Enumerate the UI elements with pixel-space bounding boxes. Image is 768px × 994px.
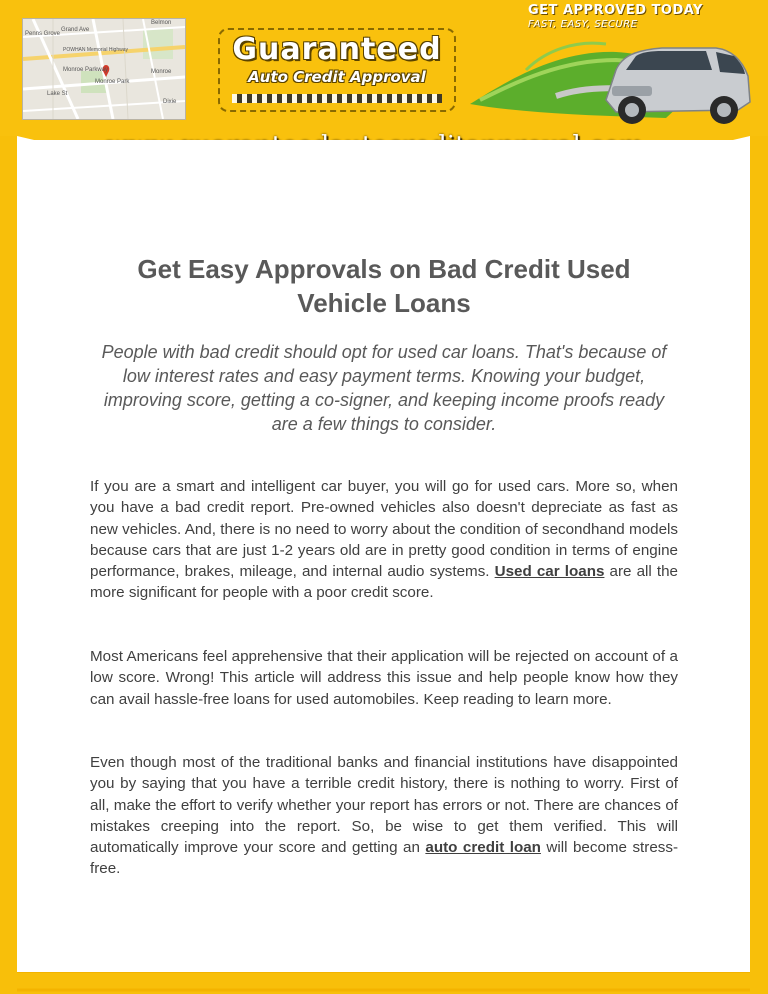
paragraph-text: will become stress-free. [90,839,679,878]
article-summary: People with bad credit should opt for used car loans. That's because of low interest rates and easy payment terms. Knowing your budget, improving score, getting a co-signer, and keeping income proofs ready are a few things to consider. [101,342,667,434]
logo-title: Guaranteed [232,32,442,67]
body-paragraph-3 [90,752,678,880]
map-thumbnail [22,18,186,120]
company-logo [218,28,456,112]
paragraph-text: are all the more significant for people with a poor credit score. [90,563,678,602]
article-title: Get Easy Approvals on Bad Credit Used Vehicle Loans [137,254,631,318]
used-car-loans-link[interactable]: Used car loans [494,563,605,581]
map-label: Penns Grove [25,31,61,37]
promo-subtitle: FAST, EASY, SECURE [528,19,638,30]
map-label: Monroe Park [95,79,130,85]
map-label: POWHAN Memorial Highway [63,47,129,53]
auto-credit-loan-link[interactable]: auto credit loan [425,839,541,857]
map-label: Monroe Parkway [63,67,109,73]
car-on-hill-icon [466,30,756,130]
promo-title: GET APPROVED TODAY [528,3,703,18]
map-label: Belmon [151,20,172,26]
paragraph-text: If you are a smart and intelligent car buyer, you will go for used cars. More so, when you have a bad credit report. Pre-owned vehicles also doesn't depreciate as fast as new vehicles. And, there is no need to worry about the condition of secondhand models because cars that are just 1-2 years old are in pretty good condition in terms of engine performance, brakes, mileage, and internal audio systems. [90,478,678,581]
body-paragraph-2: Most Americans feel apprehensive that their application will be rejected on account of a low score. Wrong! This article will address this issue and help people know how they can avail hassle-free loans for used automobiles. Keep reading to learn more. [90,648,678,708]
map-label: Grand Ave [61,27,90,33]
checkered-flag-strip [232,94,442,103]
logo-subtitle: Auto Credit Approval [248,68,426,86]
map-label: Lake St [47,91,68,97]
map-label: Monroe [151,69,172,75]
body-paragraph-1 [90,476,678,604]
map-label: Dixie [163,99,177,105]
paragraph-text: Even though most of the traditional banks and financial institutions have disappointed you by saying that you have a terrible credit history, there is nothing to worry. First of all, make the effort to verify whether your report has errors or not. There are chances of mistakes creeping into the report. So, be wise to get them verified. This will automatically improve your score and getting an [90,754,678,857]
